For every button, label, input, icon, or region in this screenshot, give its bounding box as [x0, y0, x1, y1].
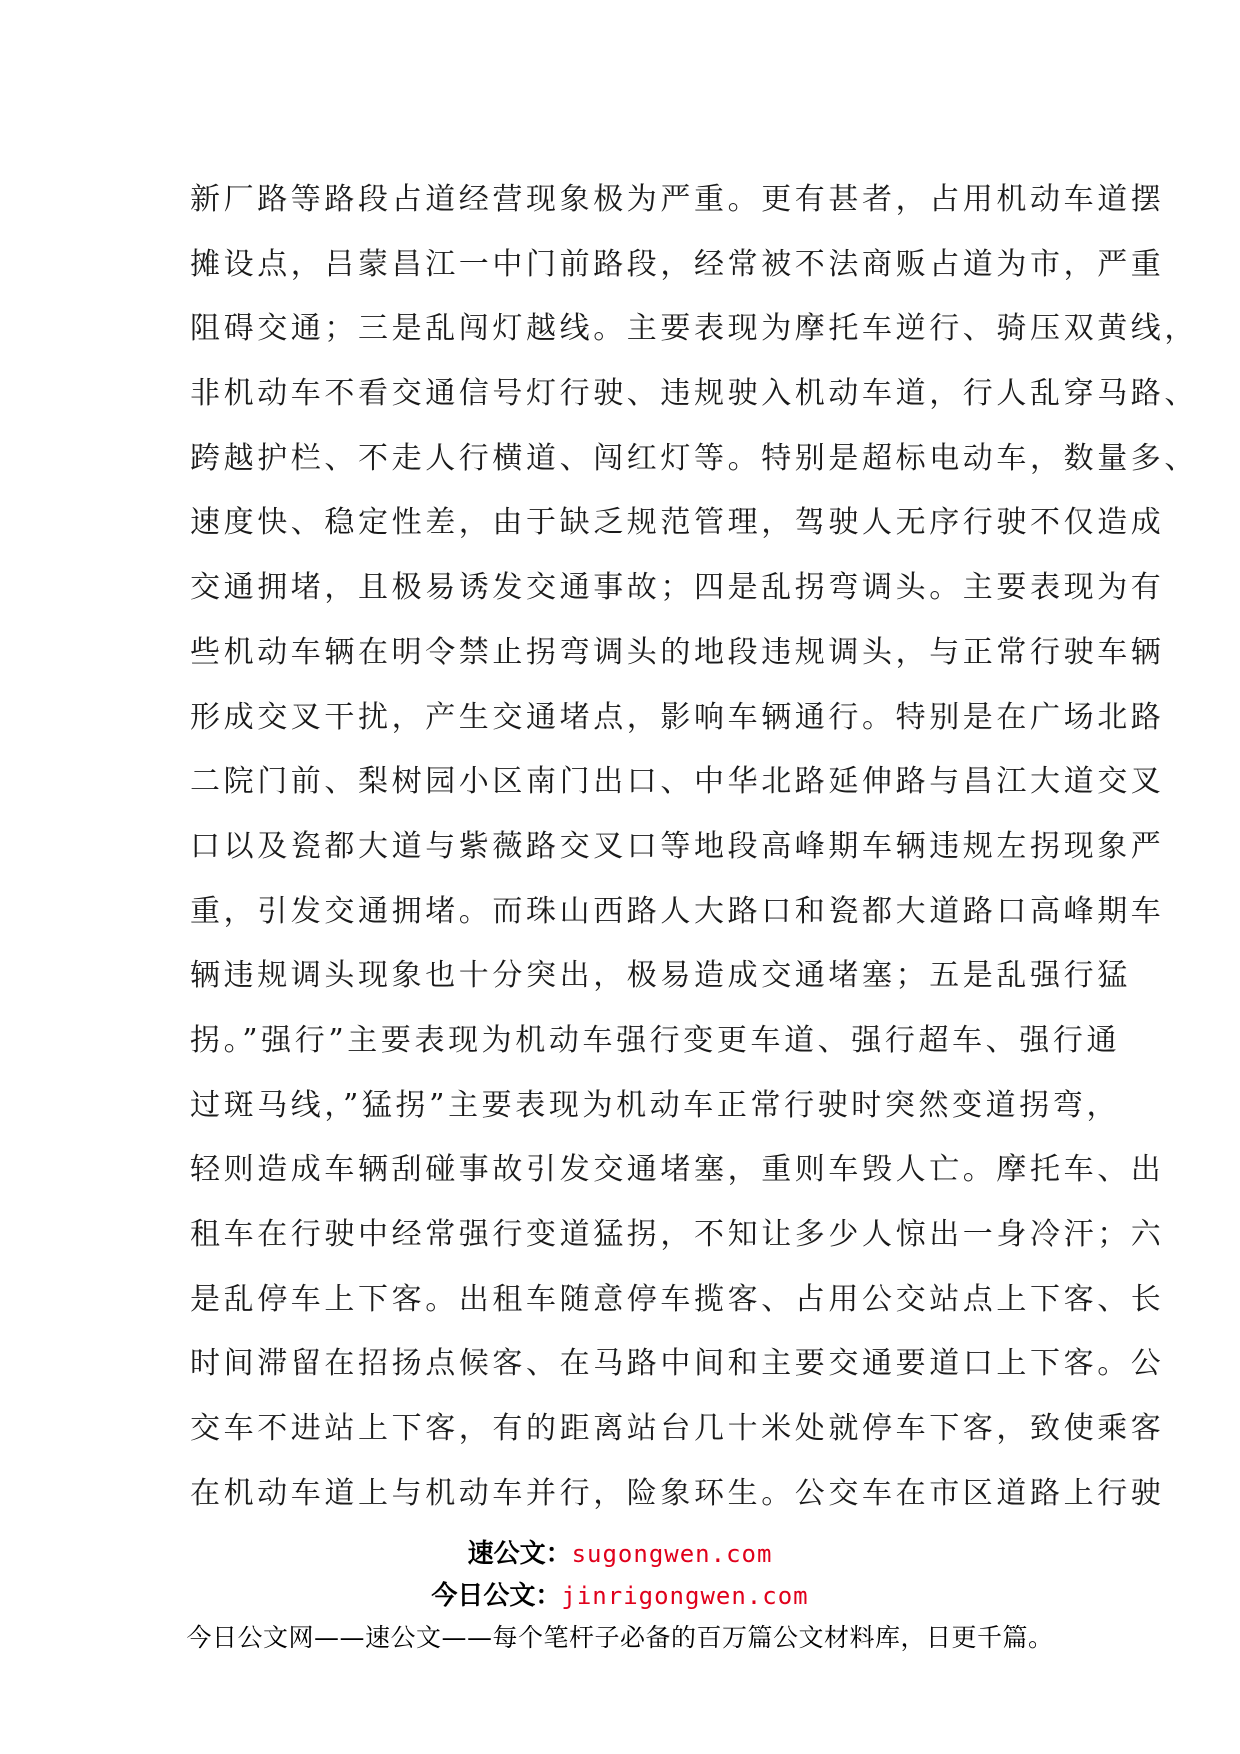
text-line: 些机动车辆在明令禁止拐弯调头的地段违规调头，与正常行驶车辆 [190, 634, 1165, 670]
footer-site-1-label: 速公文： [467, 1539, 572, 1569]
footer-site-1-link[interactable]: sugongwen.com [571, 1540, 773, 1568]
text-line: 非机动车不看交通信号灯行驶、违规驶入机动车道，行人乱穿马路、 [190, 376, 1198, 412]
text-line: 形成交叉干扰，产生交通堵点，影响车辆通行。特别是在广场北路 [190, 699, 1165, 735]
text-line: 时间滞留在招扬点候客、在马路中间和主要交通要道口上下客。公 [190, 1346, 1165, 1382]
text-line: 在机动车道上与机动车并行，险象环生。公交车在市区道路上行驶 [190, 1475, 1165, 1511]
body-text [190, 168, 1198, 1526]
text-line: 跨越护栏、不走人行横道、闯红灯等。特别是超标电动车，数量多、 [190, 440, 1198, 476]
text-line: 辆违规调头现象也十分突出，极易造成交通堵塞；五是乱强行猛 [190, 958, 1131, 994]
text-line: 轻则造成车辆刮碰事故引发交通堵塞，重则车毁人亡。摩托车、出 [190, 1152, 1165, 1188]
text-line: 新厂路等路段占道经营现象极为严重。更有甚者，占用机动车道摆 [190, 182, 1165, 217]
text-line: 速度快、稳定性差，由于缺乏规范管理，驾驶人无序行驶不仅造成 [190, 505, 1165, 541]
text-line: 二院门前、梨树园小区南门出口、中华北路延伸路与昌江大道交叉 [190, 764, 1165, 800]
text-line: 口以及瓷都大道与紫薇路交叉口等地段高峰期车辆违规左拐现象严 [190, 828, 1165, 864]
text-line: 拐。”强行”主要表现为机动车强行变更车道、强行超车、强行通 [190, 1022, 1121, 1058]
text-line: 摊设点，吕蒙昌江一中门前路段，经常被不法商贩占道为市，严重 [190, 246, 1165, 282]
text-line: 租车在行驶中经常强行变道猛拐，不知让多少人惊出一身冷汗；六 [190, 1217, 1165, 1252]
footer-site-1 [0, 1533, 1240, 1570]
footer-site-2 [0, 1575, 1240, 1612]
footer-site-2-label: 今日公文： [431, 1581, 562, 1611]
footer-slogan: 今日公文网——速公文——每个笔杆子必备的百万篇公文材料库，日更千篇。 [186, 1623, 1054, 1652]
text-line: 重，引发交通拥堵。而珠山西路人大路口和瓷都大道路口高峰期车 [190, 893, 1165, 929]
text-line: 交车不进站上下客，有的距离站台几十米处就停车下客，致使乘客 [190, 1411, 1165, 1447]
text-line: 是乱停车上下客。出租车随意停车揽客、占用公交站点上下客、长 [190, 1281, 1165, 1317]
text-line: 交通拥堵，且极易诱发交通事故；四是乱拐弯调头。主要表现为有 [190, 570, 1165, 606]
text-line: 阻碍交通；三是乱闯灯越线。主要表现为摩托车逆行、骑压双黄线， [190, 311, 1198, 347]
text-line: 过斑马线，”猛拐”主要表现为机动车正常行驶时突然变道拐弯， [190, 1087, 1121, 1123]
footer-site-2-link[interactable]: jinrigongwen.com [561, 1582, 809, 1610]
